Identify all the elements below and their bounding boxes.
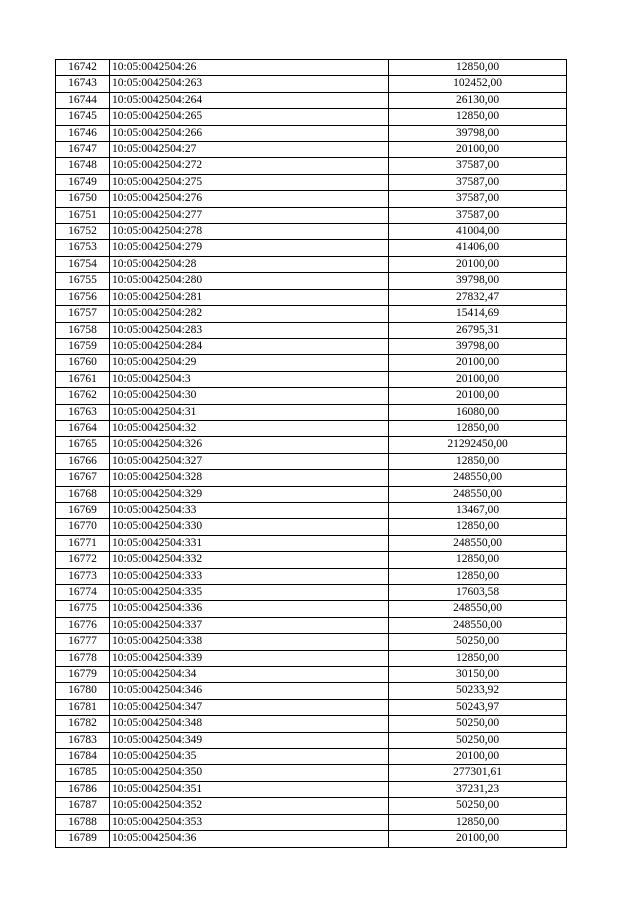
- cadastral-number-cell: 10:05:0042504:264: [110, 92, 389, 108]
- row-number-cell: 16757: [56, 306, 110, 322]
- value-cell: 21292450,00: [389, 437, 567, 453]
- table-row: [56, 174, 567, 190]
- table-row: [56, 568, 567, 584]
- row-number-cell: 16775: [56, 601, 110, 617]
- table-row: [56, 519, 567, 535]
- value-cell: 12850,00: [389, 60, 567, 76]
- cadastral-number-cell: 10:05:0042504:265: [110, 109, 389, 125]
- table-row: [56, 256, 567, 272]
- table-row: [56, 437, 567, 453]
- row-number-cell: 16779: [56, 667, 110, 683]
- value-cell: 37587,00: [389, 207, 567, 223]
- value-cell: 50250,00: [389, 634, 567, 650]
- cadastral-number-cell: 10:05:0042504:281: [110, 289, 389, 305]
- value-cell: 12850,00: [389, 814, 567, 830]
- cadastral-number-cell: 10:05:0042504:351: [110, 781, 389, 797]
- cadastral-value-table: [55, 59, 567, 848]
- value-cell: 16080,00: [389, 404, 567, 420]
- table-row: [56, 125, 567, 141]
- row-number-cell: 16754: [56, 256, 110, 272]
- row-number-cell: 16788: [56, 814, 110, 830]
- cadastral-number-cell: 10:05:0042504:353: [110, 814, 389, 830]
- value-cell: 20100,00: [389, 256, 567, 272]
- value-cell: 50250,00: [389, 732, 567, 748]
- value-cell: 13467,00: [389, 502, 567, 518]
- cadastral-number-cell: 10:05:0042504:338: [110, 634, 389, 650]
- cadastral-number-cell: 10:05:0042504:331: [110, 535, 389, 551]
- table-row: [56, 142, 567, 158]
- document-page: [55, 59, 566, 848]
- cadastral-number-cell: 10:05:0042504:284: [110, 338, 389, 354]
- row-number-cell: 16785: [56, 765, 110, 781]
- table-row: [56, 749, 567, 765]
- row-number-cell: 16760: [56, 355, 110, 371]
- table-row: [56, 109, 567, 125]
- value-cell: 12850,00: [389, 552, 567, 568]
- cadastral-number-cell: 10:05:0042504:279: [110, 240, 389, 256]
- value-cell: 39798,00: [389, 338, 567, 354]
- table-row: [56, 798, 567, 814]
- row-number-cell: 16743: [56, 76, 110, 92]
- value-cell: 26130,00: [389, 92, 567, 108]
- table-row: [56, 191, 567, 207]
- table-row: [56, 404, 567, 420]
- table-row: [56, 831, 567, 847]
- table-row: [56, 289, 567, 305]
- value-cell: 12850,00: [389, 568, 567, 584]
- table-row: [56, 699, 567, 715]
- value-cell: 50250,00: [389, 716, 567, 732]
- value-cell: 248550,00: [389, 601, 567, 617]
- value-cell: 37587,00: [389, 158, 567, 174]
- value-cell: 30150,00: [389, 667, 567, 683]
- value-cell: 12850,00: [389, 109, 567, 125]
- row-number-cell: 16776: [56, 617, 110, 633]
- table-row: [56, 470, 567, 486]
- cadastral-number-cell: 10:05:0042504:336: [110, 601, 389, 617]
- value-cell: 12850,00: [389, 650, 567, 666]
- row-number-cell: 16766: [56, 453, 110, 469]
- value-cell: 248550,00: [389, 617, 567, 633]
- table-row: [56, 306, 567, 322]
- value-cell: 20100,00: [389, 388, 567, 404]
- cadastral-number-cell: 10:05:0042504:263: [110, 76, 389, 92]
- cadastral-number-cell: 10:05:0042504:28: [110, 256, 389, 272]
- row-number-cell: 16786: [56, 781, 110, 797]
- table-row: [56, 388, 567, 404]
- value-cell: 20100,00: [389, 749, 567, 765]
- row-number-cell: 16746: [56, 125, 110, 141]
- value-cell: 39798,00: [389, 273, 567, 289]
- table-row: [56, 667, 567, 683]
- table-row: [56, 92, 567, 108]
- row-number-cell: 16765: [56, 437, 110, 453]
- table-row: [56, 240, 567, 256]
- table-row: [56, 322, 567, 338]
- cadastral-number-cell: 10:05:0042504:347: [110, 699, 389, 715]
- value-cell: 20100,00: [389, 831, 567, 847]
- row-number-cell: 16783: [56, 732, 110, 748]
- cadastral-number-cell: 10:05:0042504:335: [110, 585, 389, 601]
- value-cell: 37587,00: [389, 174, 567, 190]
- table-row: [56, 224, 567, 240]
- table-row: [56, 765, 567, 781]
- cadastral-number-cell: 10:05:0042504:348: [110, 716, 389, 732]
- row-number-cell: 16758: [56, 322, 110, 338]
- value-cell: 20100,00: [389, 142, 567, 158]
- cadastral-number-cell: 10:05:0042504:283: [110, 322, 389, 338]
- cadastral-number-cell: 10:05:0042504:33: [110, 502, 389, 518]
- cadastral-number-cell: 10:05:0042504:337: [110, 617, 389, 633]
- cadastral-number-cell: 10:05:0042504:35: [110, 749, 389, 765]
- cadastral-number-cell: 10:05:0042504:278: [110, 224, 389, 240]
- cadastral-number-cell: 10:05:0042504:266: [110, 125, 389, 141]
- cadastral-number-cell: 10:05:0042504:32: [110, 420, 389, 436]
- row-number-cell: 16781: [56, 699, 110, 715]
- row-number-cell: 16750: [56, 191, 110, 207]
- table-row: [56, 355, 567, 371]
- cadastral-number-cell: 10:05:0042504:332: [110, 552, 389, 568]
- value-cell: 20100,00: [389, 371, 567, 387]
- cadastral-number-cell: 10:05:0042504:350: [110, 765, 389, 781]
- table-row: [56, 158, 567, 174]
- table-row: [56, 535, 567, 551]
- cadastral-number-cell: 10:05:0042504:346: [110, 683, 389, 699]
- cadastral-number-cell: 10:05:0042504:29: [110, 355, 389, 371]
- value-cell: 50243,97: [389, 699, 567, 715]
- row-number-cell: 16768: [56, 486, 110, 502]
- value-cell: 17603,58: [389, 585, 567, 601]
- table-row: [56, 486, 567, 502]
- cadastral-number-cell: 10:05:0042504:333: [110, 568, 389, 584]
- row-number-cell: 16759: [56, 338, 110, 354]
- table-body: [56, 60, 567, 848]
- cadastral-number-cell: 10:05:0042504:3: [110, 371, 389, 387]
- value-cell: 248550,00: [389, 486, 567, 502]
- row-number-cell: 16777: [56, 634, 110, 650]
- table-row: [56, 683, 567, 699]
- row-number-cell: 16780: [56, 683, 110, 699]
- row-number-cell: 16763: [56, 404, 110, 420]
- value-cell: 20100,00: [389, 355, 567, 371]
- table-row: [56, 732, 567, 748]
- row-number-cell: 16761: [56, 371, 110, 387]
- value-cell: 37231,23: [389, 781, 567, 797]
- row-number-cell: 16742: [56, 60, 110, 76]
- cadastral-number-cell: 10:05:0042504:275: [110, 174, 389, 190]
- cadastral-number-cell: 10:05:0042504:30: [110, 388, 389, 404]
- value-cell: 37587,00: [389, 191, 567, 207]
- row-number-cell: 16751: [56, 207, 110, 223]
- value-cell: 39798,00: [389, 125, 567, 141]
- row-number-cell: 16748: [56, 158, 110, 174]
- cadastral-number-cell: 10:05:0042504:277: [110, 207, 389, 223]
- cadastral-number-cell: 10:05:0042504:339: [110, 650, 389, 666]
- value-cell: 50250,00: [389, 798, 567, 814]
- cadastral-number-cell: 10:05:0042504:349: [110, 732, 389, 748]
- cadastral-number-cell: 10:05:0042504:282: [110, 306, 389, 322]
- cadastral-number-cell: 10:05:0042504:328: [110, 470, 389, 486]
- table-row: [56, 453, 567, 469]
- table-row: [56, 76, 567, 92]
- table-row: [56, 781, 567, 797]
- cadastral-number-cell: 10:05:0042504:280: [110, 273, 389, 289]
- cadastral-number-cell: 10:05:0042504:36: [110, 831, 389, 847]
- cadastral-number-cell: 10:05:0042504:326: [110, 437, 389, 453]
- row-number-cell: 16756: [56, 289, 110, 305]
- value-cell: 102452,00: [389, 76, 567, 92]
- value-cell: 26795,31: [389, 322, 567, 338]
- value-cell: 248550,00: [389, 535, 567, 551]
- row-number-cell: 16789: [56, 831, 110, 847]
- table-row: [56, 617, 567, 633]
- value-cell: 248550,00: [389, 470, 567, 486]
- value-cell: 12850,00: [389, 420, 567, 436]
- value-cell: 27832,47: [389, 289, 567, 305]
- row-number-cell: 16771: [56, 535, 110, 551]
- cadastral-number-cell: 10:05:0042504:327: [110, 453, 389, 469]
- table-row: [56, 371, 567, 387]
- cadastral-number-cell: 10:05:0042504:329: [110, 486, 389, 502]
- table-row: [56, 585, 567, 601]
- row-number-cell: 16784: [56, 749, 110, 765]
- value-cell: 12850,00: [389, 453, 567, 469]
- table-row: [56, 716, 567, 732]
- row-number-cell: 16762: [56, 388, 110, 404]
- table-row: [56, 650, 567, 666]
- row-number-cell: 16767: [56, 470, 110, 486]
- table-row: [56, 502, 567, 518]
- row-number-cell: 16772: [56, 552, 110, 568]
- row-number-cell: 16764: [56, 420, 110, 436]
- table-row: [56, 207, 567, 223]
- cadastral-number-cell: 10:05:0042504:352: [110, 798, 389, 814]
- row-number-cell: 16769: [56, 502, 110, 518]
- cadastral-number-cell: 10:05:0042504:27: [110, 142, 389, 158]
- value-cell: 50233,92: [389, 683, 567, 699]
- row-number-cell: 16753: [56, 240, 110, 256]
- value-cell: 277301,61: [389, 765, 567, 781]
- value-cell: 41004,00: [389, 224, 567, 240]
- table-row: [56, 273, 567, 289]
- row-number-cell: 16787: [56, 798, 110, 814]
- row-number-cell: 16752: [56, 224, 110, 240]
- cadastral-number-cell: 10:05:0042504:276: [110, 191, 389, 207]
- value-cell: 15414,69: [389, 306, 567, 322]
- table-row: [56, 634, 567, 650]
- table-row: [56, 814, 567, 830]
- cadastral-number-cell: 10:05:0042504:26: [110, 60, 389, 76]
- row-number-cell: 16755: [56, 273, 110, 289]
- table-row: [56, 601, 567, 617]
- row-number-cell: 16770: [56, 519, 110, 535]
- table-row: [56, 60, 567, 76]
- table-row: [56, 552, 567, 568]
- row-number-cell: 16773: [56, 568, 110, 584]
- value-cell: 41406,00: [389, 240, 567, 256]
- row-number-cell: 16747: [56, 142, 110, 158]
- row-number-cell: 16778: [56, 650, 110, 666]
- cadastral-number-cell: 10:05:0042504:31: [110, 404, 389, 420]
- row-number-cell: 16744: [56, 92, 110, 108]
- cadastral-number-cell: 10:05:0042504:330: [110, 519, 389, 535]
- cadastral-number-cell: 10:05:0042504:34: [110, 667, 389, 683]
- row-number-cell: 16749: [56, 174, 110, 190]
- table-row: [56, 338, 567, 354]
- row-number-cell: 16782: [56, 716, 110, 732]
- cadastral-number-cell: 10:05:0042504:272: [110, 158, 389, 174]
- value-cell: 12850,00: [389, 519, 567, 535]
- table-row: [56, 420, 567, 436]
- row-number-cell: 16745: [56, 109, 110, 125]
- row-number-cell: 16774: [56, 585, 110, 601]
